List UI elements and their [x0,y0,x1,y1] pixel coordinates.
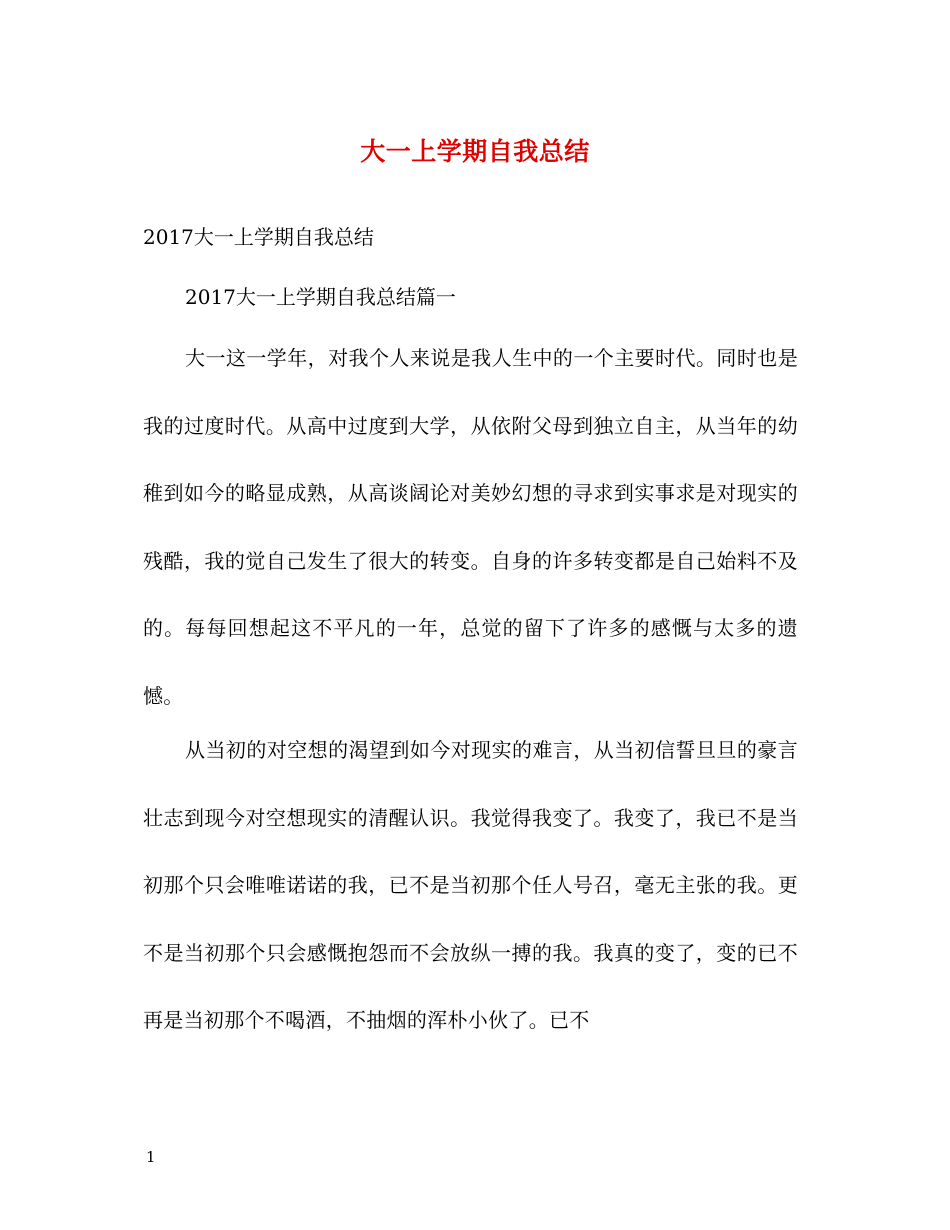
page-number: 1 [146,1148,156,1166]
body-paragraph-2: 从当初的对空想的渴望到如今对现实的难言，从当初信誓旦旦的豪言壮志到现今对空想现实的清醒认识。我觉得我变了。我变了，我已不是当初那个只会唯唯诺诺的我，已不是当初那个任人号召，毫无主张的我。更不是当初那个只会感慨抱怨而不会放纵一搏的我。我真的变了，变的已不再是当初那个不喝酒，不抽烟的浑朴小伙了。已不 [143,738,798,1032]
section-heading: 2017大一上学期自我总结 [143,225,374,249]
section-subheading: 2017大一上学期自我总结篇一 [185,285,456,309]
document-title: 大一上学期自我总结 [360,137,590,166]
body-paragraph-1: 大一这一学年，对我个人来说是我人生中的一个主要时代。同时也是我的过度时代。从高中过度到大学，从依附父母到独立自主，从当年的幼稚到如今的略显成熟，从高谈阔论对美妙幻想的寻求到实事求是对现实的残酷，我的觉自己发生了很大的转变。自身的许多转变都是自己始料不及的。每每回想起这不平凡的一年，总觉的留下了许多的感慨与太多的遗憾。 [143,346,798,708]
